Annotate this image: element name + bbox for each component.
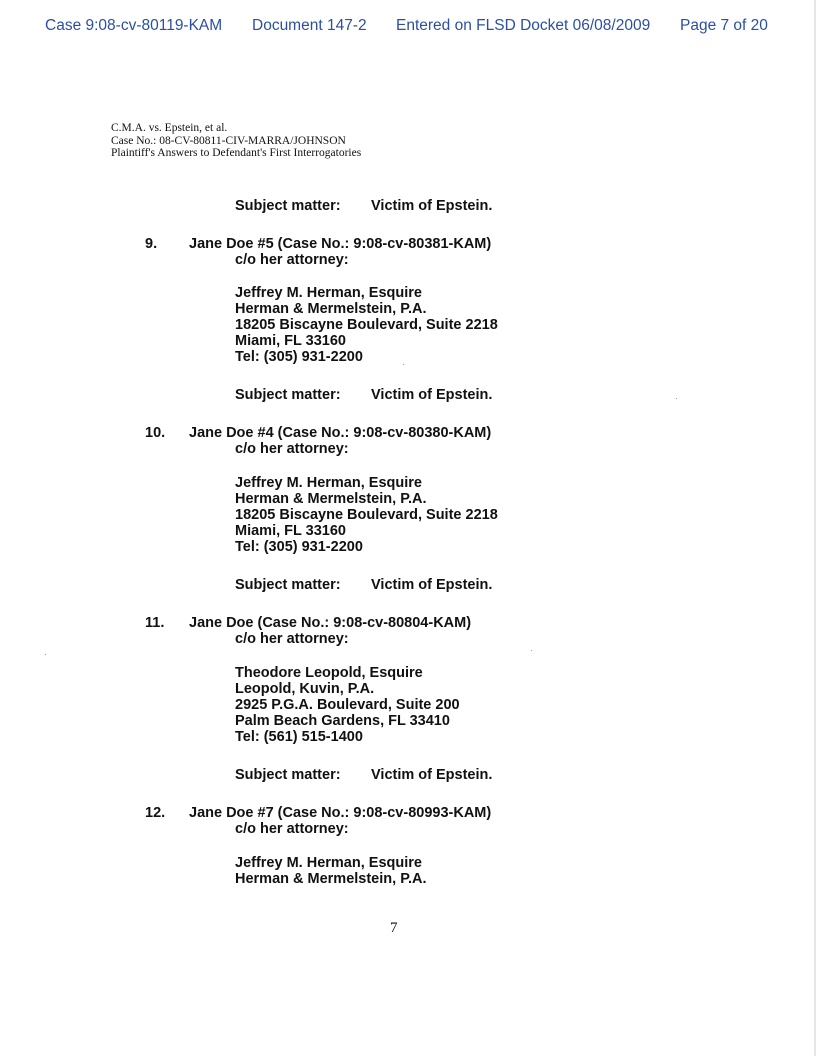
- scan-speck: [676, 398, 677, 399]
- scan-speck: [531, 650, 532, 651]
- subject-label: Subject matter:: [235, 767, 341, 783]
- entry-number: 10.: [145, 425, 166, 441]
- entry-care-of: c/o her attorney:: [235, 821, 349, 837]
- stamp-case-number: Case 9:08-cv-80119-KAM: [45, 17, 223, 34]
- subject-label: Subject matter:: [235, 387, 341, 403]
- law-firm: Leopold, Kuvin, P.A.: [235, 681, 375, 697]
- caption-document-title: Plaintiff's Answers to Defendant's First Interrogatories: [111, 147, 362, 159]
- subject-value: Victim of Epstein.: [371, 577, 493, 593]
- entry-number: 9.: [145, 236, 158, 252]
- law-firm: Herman & Mermelstein, P.A.: [235, 871, 427, 887]
- subject-label: Subject matter:: [235, 577, 341, 593]
- scan-speck: [403, 364, 404, 365]
- entry-name: Jane Doe #7 (Case No.: 9:08-cv-80993-KAM): [189, 805, 492, 821]
- law-firm: Herman & Mermelstein, P.A.: [235, 301, 427, 317]
- attorney-name: Jeffrey M. Herman, Esquire: [235, 285, 422, 301]
- entry-name: Jane Doe #4 (Case No.: 9:08-cv-80380-KAM): [189, 425, 492, 441]
- city-state-zip: Palm Beach Gardens, FL 33410: [235, 713, 450, 729]
- entry-number: 11.: [145, 615, 165, 631]
- entry-care-of: c/o her attorney:: [235, 252, 349, 268]
- telephone: Tel: (305) 931-2200: [235, 539, 363, 555]
- attorney-name: Jeffrey M. Herman, Esquire: [235, 855, 422, 871]
- entry-name: Jane Doe #5 (Case No.: 9:08-cv-80381-KAM): [189, 236, 492, 252]
- caption-case-number: Case No.: 08-CV-80811-CIV-MARRA/JOHNSON: [111, 134, 346, 147]
- subject-label: Subject matter:: [235, 198, 341, 214]
- street-address: 2925 P.G.A. Boulevard, Suite 200: [235, 697, 460, 713]
- street-address: 18205 Biscayne Boulevard, Suite 2218: [235, 507, 498, 523]
- entry-care-of: c/o her attorney:: [235, 631, 349, 647]
- stamp-entered-date: Entered on FLSD Docket 06/08/2009: [396, 17, 651, 34]
- city-state-zip: Miami, FL 33160: [235, 333, 346, 349]
- entry-care-of: c/o her attorney:: [235, 441, 349, 457]
- subject-value: Victim of Epstein.: [371, 198, 493, 214]
- street-address: 18205 Biscayne Boulevard, Suite 2218: [235, 317, 498, 333]
- city-state-zip: Miami, FL 33160: [235, 523, 346, 539]
- caption-parties: C.M.A. vs. Epstein, et al.: [111, 122, 228, 134]
- stamp-document-number: Document 147-2: [252, 17, 367, 34]
- attorney-name: Jeffrey M. Herman, Esquire: [235, 475, 422, 491]
- telephone: Tel: (305) 931-2200: [235, 349, 363, 365]
- stamp-page-count: Page 7 of 20: [680, 17, 768, 34]
- subject-value: Victim of Epstein.: [371, 387, 493, 403]
- attorney-name: Theodore Leopold, Esquire: [235, 665, 423, 681]
- telephone: Tel: (561) 515-1400: [235, 729, 363, 745]
- subject-value: Victim of Epstein.: [371, 767, 493, 783]
- law-firm: Herman & Mermelstein, P.A.: [235, 491, 427, 507]
- entry-number: 12.: [145, 805, 166, 821]
- scan-speck: [45, 654, 46, 655]
- page-number: 7: [390, 920, 398, 936]
- case-caption: [111, 122, 361, 160]
- entry-name: Jane Doe (Case No.: 9:08-cv-80804-KAM): [189, 615, 472, 631]
